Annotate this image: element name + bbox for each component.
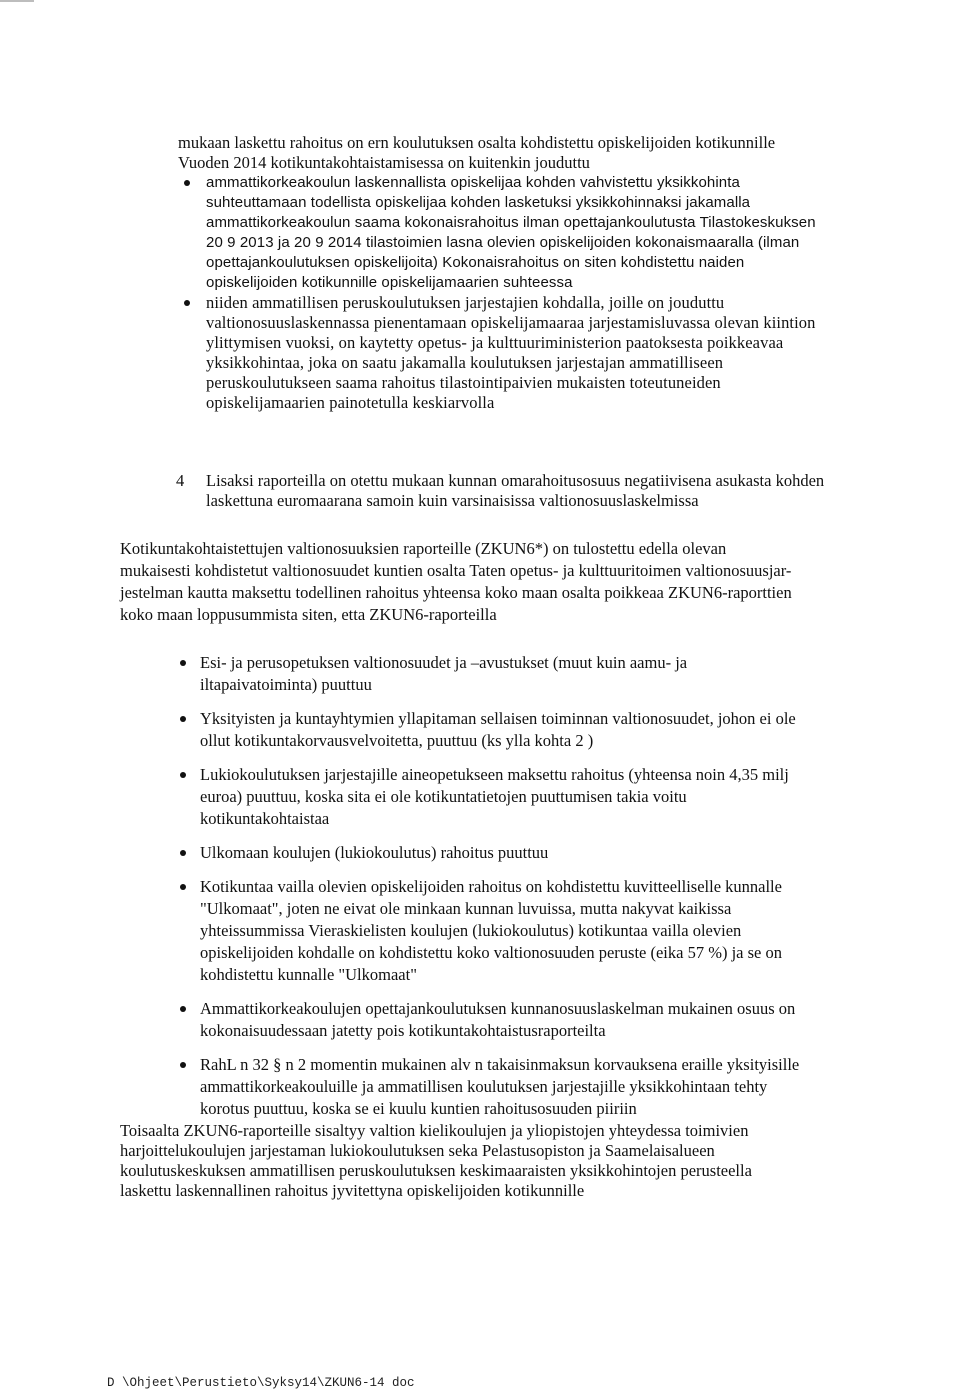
numbered-item-4 — [178, 471, 898, 511]
text-line: Lisaksi raporteilla on otettu mukaan kunnan omarahoitusosuus negatiivisena asukasta kohden — [206, 471, 825, 490]
text-line: laskettuna euromaarana samoin kuin varsinaisissa valtionosuuslaskelmissa — [206, 491, 699, 510]
text-line: koulutuskeskuksen ammatillisen peruskoulutuksen keskimaaraisten yksikkohintojen perusteella — [120, 1161, 752, 1180]
text-line: opiskelijoiden kotikunnille opiskelijamaarien suhteessa — [206, 274, 573, 291]
bullet-dot-icon — [180, 660, 186, 666]
text-line: kohdistettu kunnalle "Ulkomaat" — [200, 965, 417, 984]
text-line: euroa) puuttuu, koska sita ei ole kotikuntatietojen puuttumisen takia voitu — [200, 787, 687, 806]
bullet-dot-icon — [184, 180, 190, 186]
allocation-bullet-list — [206, 173, 898, 413]
missing-items-bullet-list — [200, 652, 910, 1120]
text-line: opiskelijoiden kohdalle on kohdistettu koko valtionosuuden peruste (eika 57 %) ja se on — [200, 943, 782, 962]
bullet-dot-icon — [180, 1062, 186, 1068]
bullet-item — [200, 876, 910, 986]
text-line: niiden ammatillisen peruskoulutuksen jarjestajien kohdalla, joille on jouduttu — [206, 293, 725, 312]
bullet-item — [200, 652, 910, 696]
zkun6-report-section — [120, 538, 910, 1132]
text-line: 20 9 2013 ja 20 9 2014 tilastoimien lasna olevien opiskelijoiden kokonaismaaralla (ilman — [206, 234, 800, 251]
bullet-dot-icon — [180, 1006, 186, 1012]
text-line: ammattikorkeakoulun saama kokonaisrahoitus ilman opettajankoulutusta Tilastokeskuksen — [206, 214, 816, 231]
scan-edge-mark — [0, 0, 34, 2]
text-line: suhteuttamaan todellista opiskelijaa kohden lasketuksi yksikkohinnaksi jakamalla — [206, 194, 751, 211]
text-line: kokonaisuudessaan jatetty pois kotikuntakohtaistusraporteilta — [200, 1021, 606, 1040]
text-line: yhteissummissa Vieraskielisten koulujen (lukiokoulutus) kotikuntaa vailla olevien — [200, 921, 742, 940]
text-line: opettajankoulutuksen opiskelijoita) Kokonaisrahoitus on siten kohdistettu naiden — [206, 254, 745, 271]
text-line: ammattikorkeakoulun laskennallista opiskelijaa kohden vahvistettu yksikkohinta — [206, 174, 740, 191]
text-line: korotus puuttuu, koska se ei kuulu kuntien rahoitusosuuden piiriin — [200, 1099, 637, 1118]
text-line: "Ulkomaat", joten ne eivat ole minkaan kunnan luvuissa, mutta nakyvat kaikissa — [200, 899, 732, 918]
closing-paragraph — [120, 1121, 910, 1201]
bullet-item — [200, 842, 910, 864]
text-line: ylittymisen vuoksi, on kaytetty opetus- ja kulttuuriministerion paatoksesta poikkeavaa — [206, 333, 784, 352]
bullet-item — [200, 998, 910, 1042]
bullet-dot-icon — [180, 850, 186, 856]
text-line: Esi- ja perusopetuksen valtionosuudet ja –avustukset (muut kuin aamu- ja — [200, 653, 688, 672]
text-line: Vuoden 2014 kotikuntakohtaistamisessa on kuitenkin jouduttu — [178, 153, 590, 172]
item-number: 4 — [176, 471, 185, 490]
bullet-dot-icon — [184, 300, 190, 306]
bullet-dot-icon — [180, 772, 186, 778]
bullet-dot-icon — [180, 716, 186, 722]
text-line: yksikkohintaa, joka on saatu jakamalla koulutuksen jarjestajan ammatilliseen — [206, 353, 724, 372]
text-line: Kotikuntakohtaistettujen valtionosuuksien raporteille (ZKUN6*) on tulostettu edella olevan — [120, 539, 727, 558]
bullet-item — [206, 173, 898, 293]
text-line: Toisaalta ZKUN6-raporteille sisaltyy valtion kielikoulujen ja yliopistojen yhteydessa toimivien — [120, 1121, 749, 1140]
text-line: mukaan laskettu rahoitus on ern koulutuksen osalta kohdistettu opiskelijoiden kotikunnille — [178, 133, 776, 152]
text-line: laskettu laskennallinen rahoitus jyvitettyna opiskelijoiden kotikunnille — [120, 1181, 585, 1200]
text-line: ammattikorkeakouluille ja ammatillisen koulutuksen jarjestajille yksikkohintaan tehty — [200, 1077, 768, 1096]
bullet-item — [206, 293, 898, 413]
text-line: opiskelijamaarien painotetulla keskiarvolla — [206, 393, 495, 412]
text-line: ollut kotikuntakorvausvelvoitetta, puuttuu (ks ylla kohta 2 ) — [200, 731, 594, 750]
text-line: Lukiokoulutuksen jarjestajille aineopetukseen maksettu rahoitus (yhteensa noin 4,35 milj — [200, 765, 789, 784]
bullet-item — [200, 708, 910, 752]
text-line: iltapaivatoiminta) puuttuu — [200, 675, 372, 694]
text-line: Ammattikorkeakoulujen opettajankoulutuksen kunnanosuuslaskelman mukainen osuus on — [200, 999, 796, 1018]
text-line: Ulkomaan koulujen (lukiokoulutus) rahoitus puuttuu — [200, 843, 549, 862]
file-path-footer: D \Ohjeet\Perustieto\Syksy14\ZKUN6-14 doc — [107, 1376, 415, 1390]
text-line: jestelman kautta maksettu todellinen rahoitus yhteensa koko maan osalta poikkeaa ZKUN6-raporttien — [120, 583, 792, 602]
intro-paragraph — [178, 133, 898, 413]
text-line: Yksityisten ja kuntayhtymien yllapitaman sellaisen toiminnan valtionosuudet, johon ei ole — [200, 709, 796, 728]
bullet-item — [200, 1054, 910, 1120]
text-line: Kotikuntaa vailla olevien opiskelijoiden rahoitus on kohdistettu kuvitteelliselle kunnalle — [200, 877, 782, 896]
text-line: koko maan loppusummista siten, etta ZKUN6-raporteilla — [120, 605, 497, 624]
bullet-item — [200, 764, 910, 830]
text-line: RahL n 32 § n 2 momentin mukainen alv n takaisinmaksun korvauksena eraille yksityisille — [200, 1055, 800, 1074]
text-line: kotikuntakohtaistaa — [200, 809, 330, 828]
text-line: mukaisesti kohdistetut valtionosuudet kuntien osalta Taten opetus- ja kulttuuritoimen valtionosuusjar- — [120, 561, 792, 580]
text-line: harjoittelukoulujen jarjestaman lukiokoulutuksen seka Pelastusopiston ja Saamelaisalueen — [120, 1141, 715, 1160]
text-line: peruskoulutukseen saama rahoitus tilastointipaivien mukaisten toteutuneiden — [206, 373, 721, 392]
bullet-dot-icon — [180, 884, 186, 890]
text-line: valtionosuuslaskennassa pienentamaan opiskelijamaaraa jarjestamisluvassa olevan kiintion — [206, 313, 816, 332]
